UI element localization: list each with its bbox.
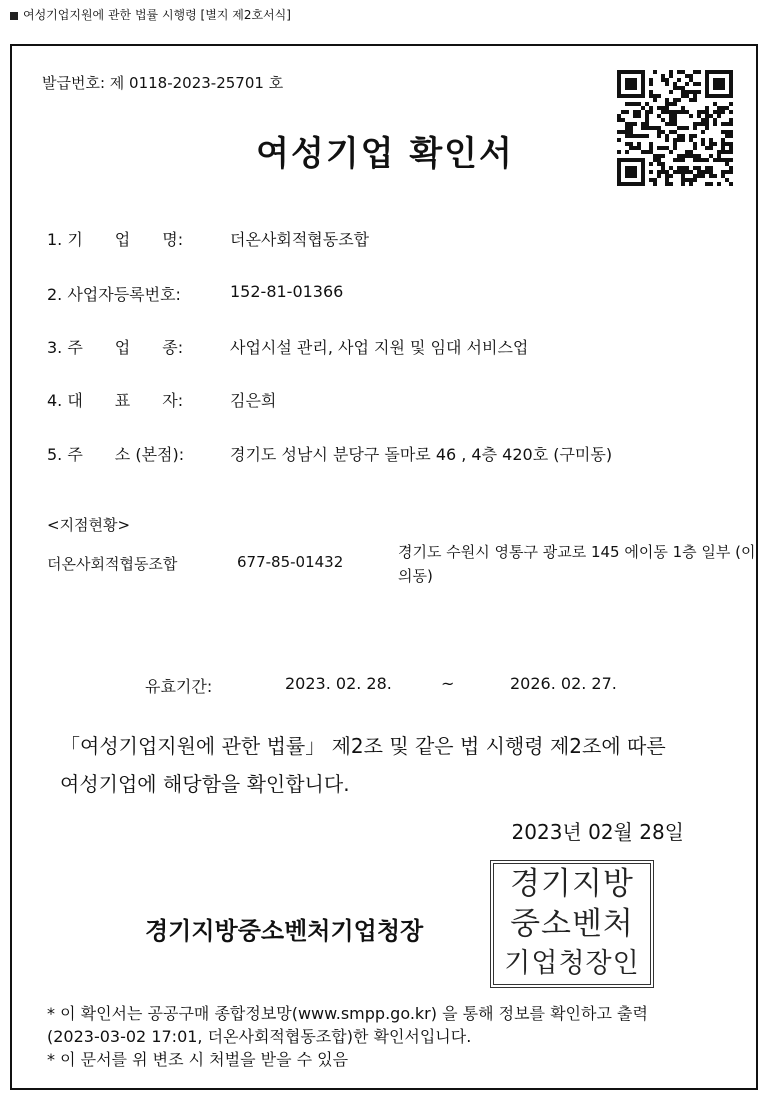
validity-end: 2026. 02. 27. xyxy=(510,674,617,693)
seal-line: 기업청장인 xyxy=(504,948,640,979)
issue-number: 발급번호: 제 0118-2023-25701 호 xyxy=(42,74,284,92)
field-label-company: 1. 기 업 명: xyxy=(47,230,184,249)
issue-date: 2023년 02월 28일 xyxy=(511,820,684,844)
field-label-representative: 4. 대 표 자: xyxy=(47,391,184,410)
field-label-reg-number: 2. 사업자등록번호: xyxy=(47,285,181,304)
issuer-name: 경기지방중소벤처기업청장 xyxy=(145,917,424,945)
footnote-2: (2023-03-02 17:01, 더온사회적협동조합)한 확인서입니다. xyxy=(47,1027,472,1046)
official-seal xyxy=(490,860,654,988)
branch-name: 더온사회적협동조합 xyxy=(47,555,178,573)
validity-label: 유효기간: xyxy=(145,677,213,696)
field-value-company: 더온사회적협동조합 xyxy=(230,230,370,249)
branch-reg-number: 677-85-01432 xyxy=(237,553,344,571)
field-label-industry: 3. 주 업 종: xyxy=(47,338,184,357)
statement-line-2: 여성기업에 해당함을 확인합니다. xyxy=(60,772,350,796)
branch-heading: <지점현황> xyxy=(47,516,131,534)
seal-line: 중소벤처 xyxy=(510,906,634,942)
qr-code-icon xyxy=(617,70,733,186)
field-value-address: 경기도 성남시 분당구 돌마로 46 , 4층 420호 (구미동) xyxy=(230,445,613,464)
validity-separator: ~ xyxy=(441,674,455,693)
statement-line-1: 「여성기업지원에 관한 법률」 제2조 및 같은 법 시행령 제2조에 따른 xyxy=(60,734,666,758)
field-value-reg-number: 152-81-01366 xyxy=(230,282,344,301)
form-header xyxy=(10,6,291,23)
validity-start: 2023. 02. 28. xyxy=(285,674,392,693)
branch-address: 경기도 수원시 영통구 광교로 145 에이동 1층 일부 (이의동) xyxy=(398,543,756,585)
field-value-industry: 사업시설 관리, 사업 지원 및 임대 서비스업 xyxy=(230,338,529,357)
footnote-1: * 이 확인서는 공공구매 종합정보망(www.smpp.go.kr) 을 통해 정보를 확인하고 출력 xyxy=(47,1004,648,1023)
document-title: 여성기업 확인서 xyxy=(256,134,514,174)
field-label-address: 5. 주 소 (본점): xyxy=(47,445,185,464)
field-value-representative: 김은희 xyxy=(230,391,277,410)
footnote-3: * 이 문서를 위 변조 시 처벌을 받을 수 있음 xyxy=(47,1050,349,1069)
seal-line: 경기지방 xyxy=(510,866,634,902)
form-header-text: 여성기업지원에 관한 법률 시행령 [별지 제2호서식] xyxy=(23,8,291,22)
square-bullet-icon xyxy=(10,12,18,20)
